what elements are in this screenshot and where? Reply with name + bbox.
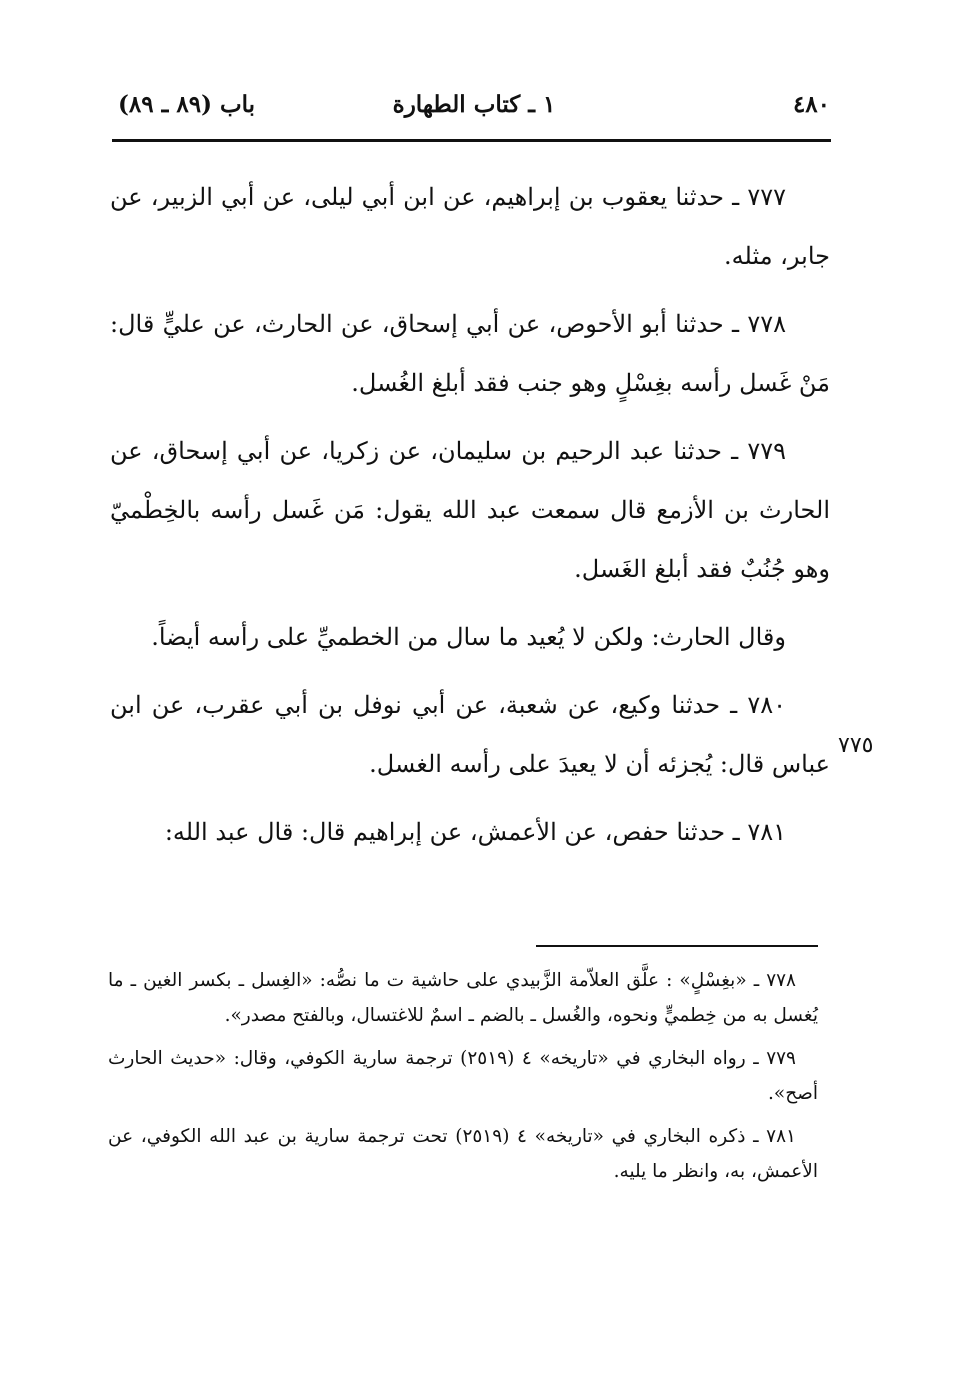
hadith-781: ٧٨١ ـ حدثنا حفص، عن الأعمش، عن إبراهيم قال: قال عبد الله: xyxy=(164,818,786,846)
hadith-780: ٧٨٠ ـ حدثنا وكيع، عن شعبة، عن أبي نوفل بن أبي عقرب، عن ابن عباس قال: يُجزئه أن لا يعيدَ على رأسه الغسل. xyxy=(110,691,830,778)
running-header xyxy=(118,88,830,128)
hadith-779-comment: وقال الحارث: ولكن لا يُعيد ما سال من الخطميِّ على رأسه أيضاً. xyxy=(151,623,786,651)
hadith-777: ٧٧٧ ـ حدثنا يعقوب بن إبراهيم، عن ابن أبي ليلى، عن أبي الزبير، عن جابر، مثله. xyxy=(110,183,830,270)
footnote-778: ٧٧٨ ـ «بغِسْلٍ» : علَّق العلاّمة الزَّبيدي على حاشية ت ما نصُّه: «الغِسل ـ بكسر الغين ـ ما يُغسل به من خِطميٍّ ونحوه، والغُسل ـ بالضم ـ اسمٌ للاغتسال، وبالفتح مصدر». xyxy=(108,970,818,1026)
page-number: ٤٨٠ xyxy=(792,91,830,118)
footnote-separator xyxy=(536,945,818,947)
margin-reference-number: ٧٧٥ xyxy=(838,733,874,758)
main-text xyxy=(110,168,830,871)
hadith-778: ٧٧٨ ـ حدثنا أبو الأحوص، عن أبي إسحاق، عن الحارث، عن عليٍّ قال: مَنْ غَسل رأسه بغِسْلٍ وهو جنب فقد أبلغ الغُسل. xyxy=(110,310,830,397)
footnote-779: ٧٧٩ ـ رواه البخاري في «تاريخه» ٤ (٢٥١٩) ترجمة سارية الكوفي، وقال: «حديث الحارث أصح». xyxy=(108,1048,818,1104)
book-title: ١ ـ كتاب الطهارة xyxy=(392,91,556,118)
footnote-781: ٧٨١ ـ ذكره البخاري في «تاريخه» ٤ (٢٥١٩) تحت ترجمة سارية بن عبد الله الكوفي، عن الأعمش، به، وانظر ما يليه. xyxy=(108,1126,818,1182)
section-title: باب (٨٩ ـ ٨٩) xyxy=(118,91,256,118)
footnotes xyxy=(108,963,818,1197)
header-rule xyxy=(112,139,831,142)
hadith-779: ٧٧٩ ـ حدثنا عبد الرحيم بن سليمان، عن زكريا، عن أبي إسحاق، عن الحارث بن الأزمع قال سمعت عبد الله يقول: مَن غَسل رأسه بالخِطْميّ وهو جُنُبٌ فقد أبلغ الغَسل. xyxy=(110,437,830,583)
